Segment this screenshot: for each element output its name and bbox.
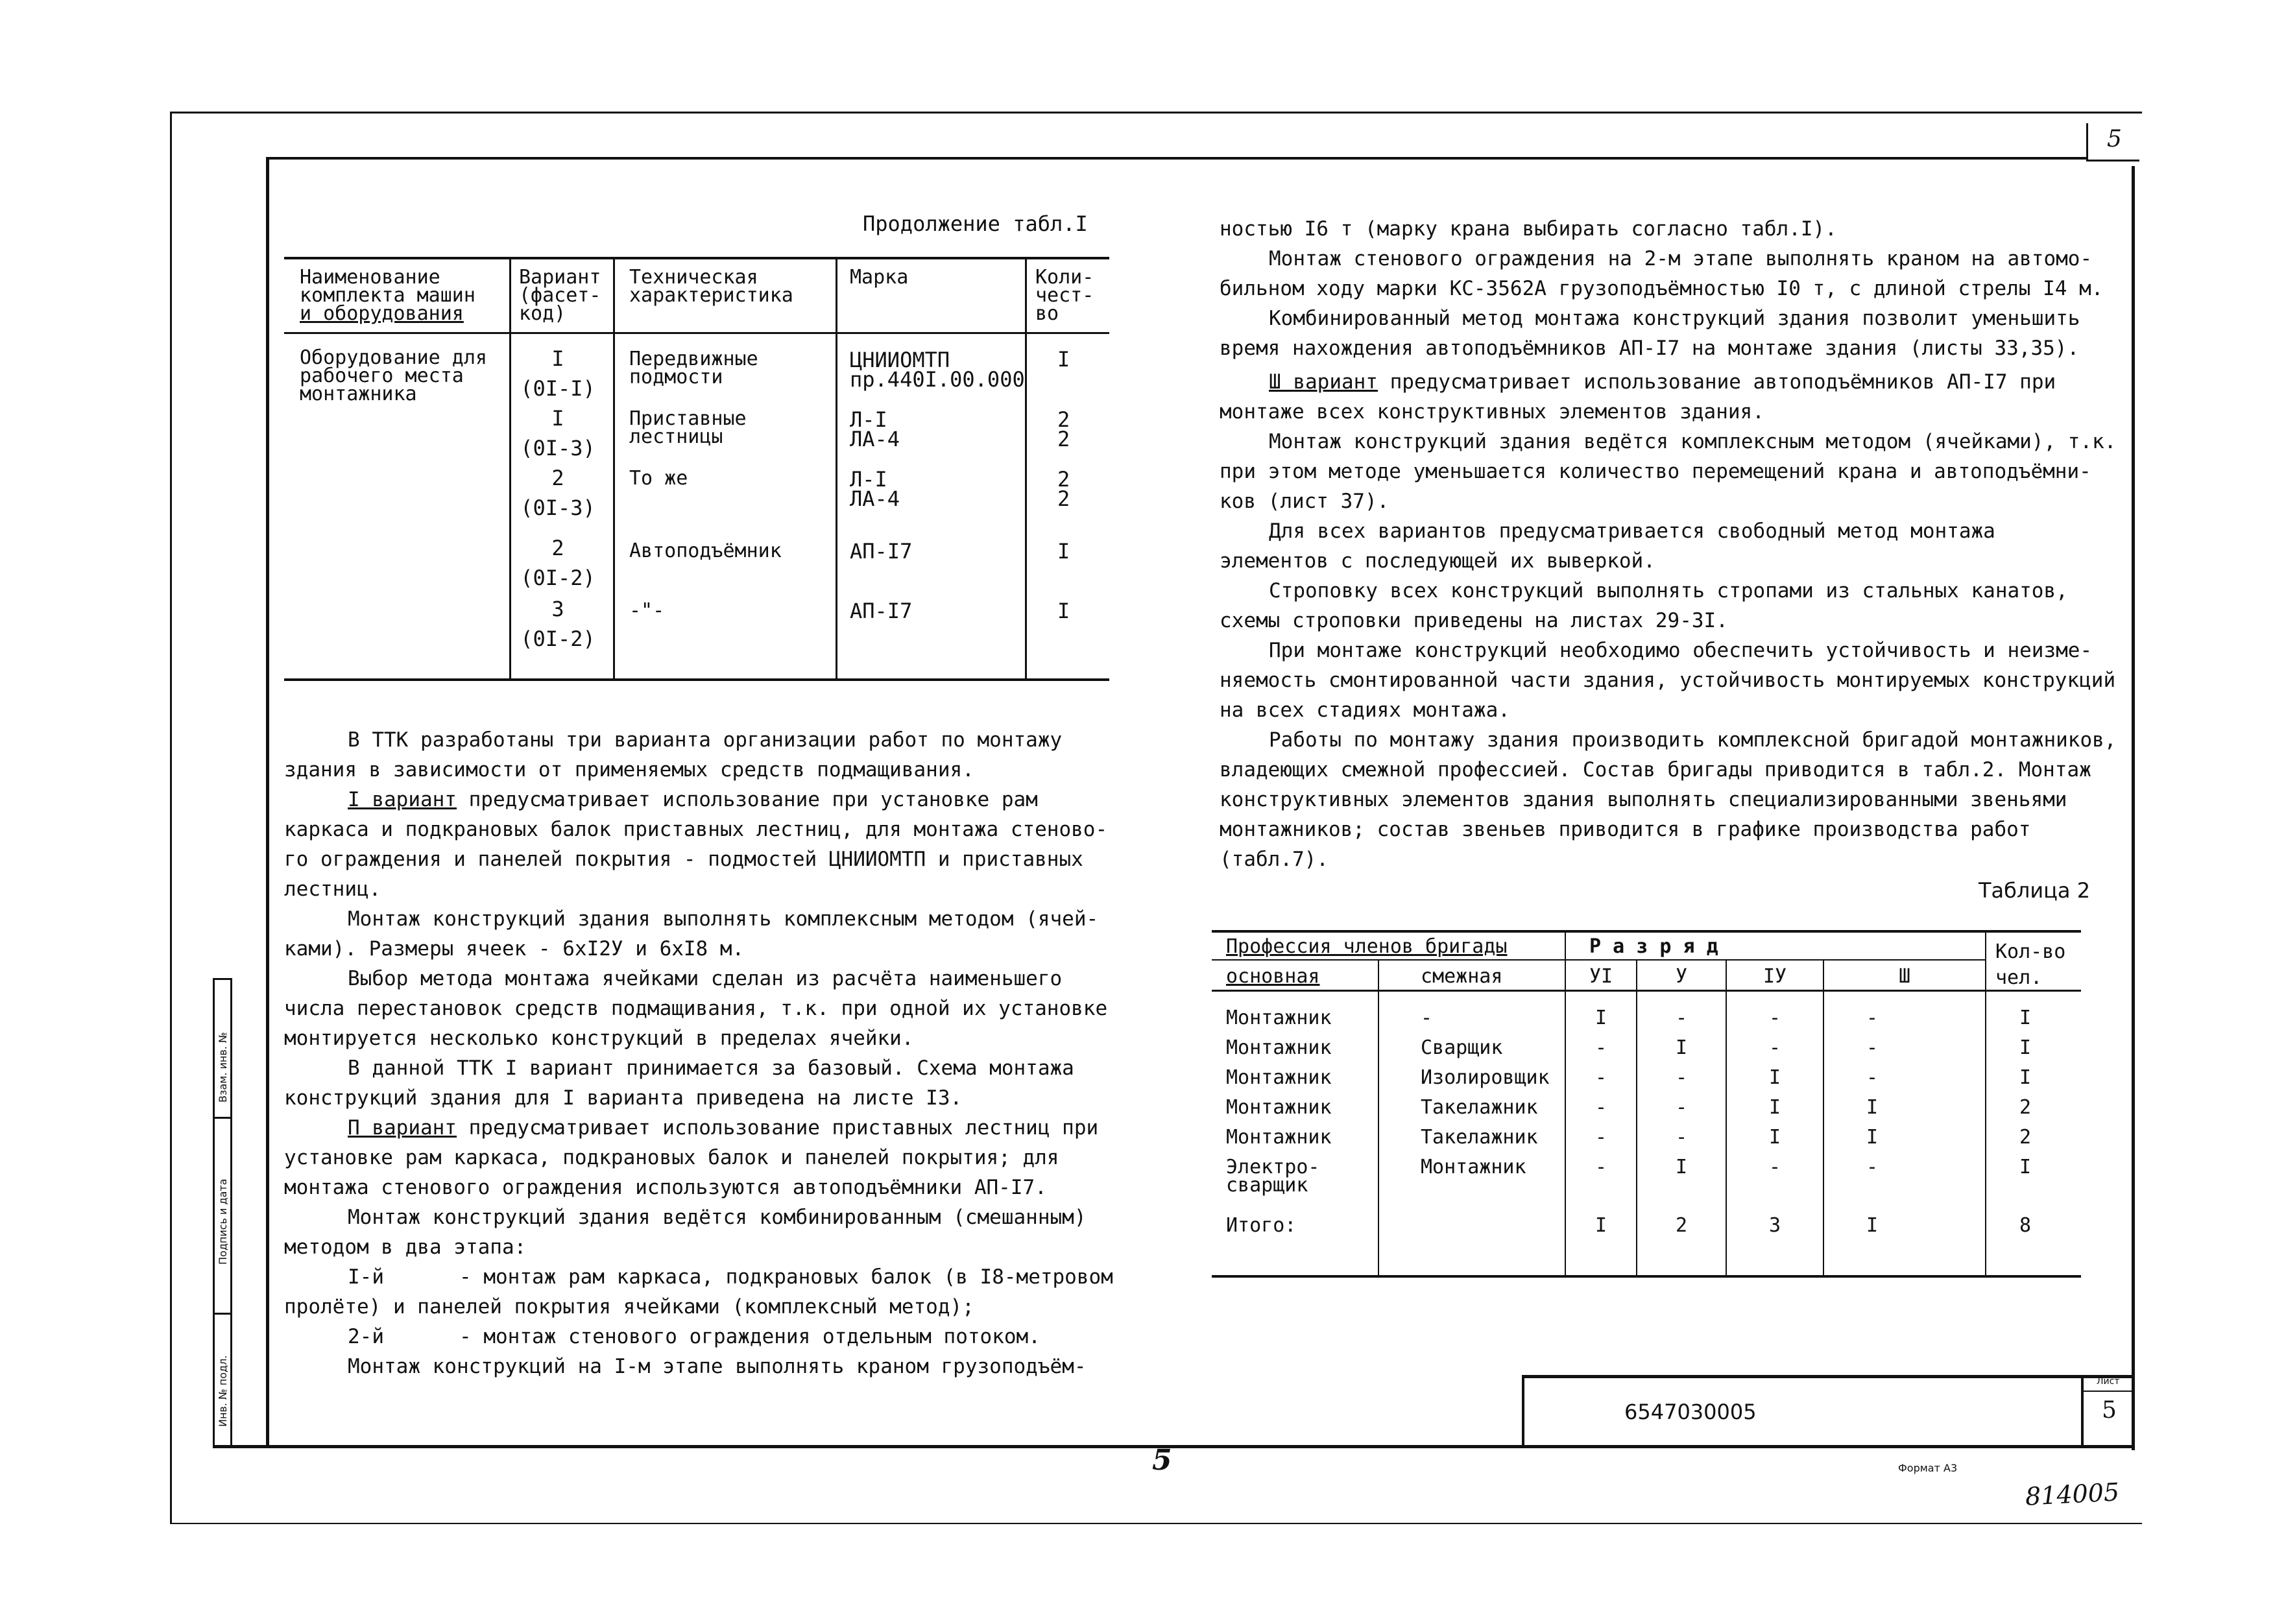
side-stamp-right bbox=[230, 978, 232, 1448]
continuation-label: Продолжение табл.I bbox=[863, 211, 1088, 236]
outer-border-left bbox=[170, 112, 172, 1524]
variant3-heading: Ш вариант bbox=[1269, 370, 1378, 394]
stamp-sheet-label: Лист bbox=[2097, 1376, 2120, 1387]
table1-row1-qty: I bbox=[1057, 347, 1070, 372]
table1-row3-mark: Л-I ЛА-4 bbox=[850, 467, 900, 511]
table2-header-adjacent: смежная bbox=[1421, 965, 1503, 988]
table1-row2-variant: I (0I-3) bbox=[520, 406, 596, 460]
table2-grade-4: IУ bbox=[1763, 965, 1787, 988]
table2-col-sep-adj bbox=[1378, 960, 1379, 1276]
table1-col-sep-3 bbox=[836, 258, 837, 680]
table1-row3-qty: 2 2 bbox=[1057, 467, 1070, 511]
page-number-top: 5 bbox=[2107, 126, 2122, 152]
page-box-left bbox=[2086, 123, 2088, 161]
table2-header-mid-rule bbox=[1212, 959, 1985, 961]
table2-bottom-rule bbox=[1212, 1275, 2081, 1278]
stamp-document-number: 6547030005 bbox=[1624, 1400, 1757, 1424]
table2-caption: Таблица 2 bbox=[1979, 878, 2091, 903]
handwritten-code: 814005 bbox=[2024, 1477, 2121, 1511]
table1-row5-variant: 3 (0I-2) bbox=[520, 597, 596, 651]
table1-row4-mark: АП-I7 bbox=[850, 539, 913, 564]
table1-row4-variant: 2 (0I-2) bbox=[520, 536, 596, 590]
stamp-sheet-label-rule bbox=[2082, 1391, 2134, 1392]
side-label-signature-date: Подпись и дата bbox=[217, 1178, 229, 1265]
table1-col-sep-1 bbox=[509, 258, 511, 680]
side-stamp-sep1 bbox=[213, 1117, 232, 1119]
table2-header-grade: Р а з р я д bbox=[1589, 935, 1718, 958]
table1-header-variant: Вариант (фасет- код) bbox=[519, 266, 601, 325]
page-number-bottom: 5 bbox=[1152, 1444, 1172, 1477]
stamp-left-rule bbox=[1522, 1375, 1524, 1446]
table1-row3-tech: То же bbox=[629, 467, 688, 490]
table1-row2-mark: Л-I ЛА-4 bbox=[850, 407, 900, 451]
side-stamp-sep2 bbox=[213, 1313, 232, 1315]
right-text-block: ностью I6 т (марку крана выбирать согласно табл.I). Монтаж стенового ограждения на 2-м этапе выполнять краном на автомо- бильном ходу марки КС-3562А грузоподъёмностью I0 т, с длиной стрелы I4 м. Комбинированный метод монтажа конструкций здания позволит уменьшить время нахождения автоподъёмников АП-I7 на монтаже здания (листы 33,35). Ш вариант предусматривает использование автоподъёмников АП-I7 при монтаже всех конструктивных элементов здания. Монтаж конструкций здания ведётся комплексным методом (ячейками), т.к. при этом методе уменьшается количество перемещений крана и автоподъёмни- ков (лист 37). Для всех вариантов предусматривается свободный метод монтажа элементов с последующей их выверкой. Строповку всех конструкций выполнять стропами из стальных канатов, схемы строповки приведены на листах 29-3I. При монтаже конструкций необходимо обеспечить устойчивость и неизме- няемость смонтированной части здания, устойчивость монтируемых конструкций на всех стадиях монтажа. Работы по монтажу здания производить комплексной бригадой монтажников, владеющих смежной профессией. Состав бригады приводится в табл.2. Монтаж конструктивных элементов здания выполнять специализированными звеньями монтажников; состав звеньев приводится в графике производства работ (табл.7). bbox=[1220, 217, 2117, 871]
table1-row2-qty: 2 2 bbox=[1057, 407, 1070, 451]
outer-border-bottom bbox=[170, 1523, 2142, 1524]
side-label-replace-inv: Взам. инв. № bbox=[217, 1032, 229, 1103]
table1-header-name: Наименование комплекта машин и оборудования bbox=[300, 266, 475, 325]
variant2-heading: П вариант bbox=[348, 1116, 457, 1140]
table1-col-sep-2 bbox=[613, 258, 615, 680]
table1-row5-mark: АП-I7 bbox=[850, 599, 913, 623]
frame-left bbox=[266, 157, 269, 1448]
table1-col-sep-4 bbox=[1025, 258, 1027, 680]
table1-row3-variant: 2 (0I-3) bbox=[520, 466, 596, 520]
page-box-bottom bbox=[2086, 160, 2139, 161]
table1-header-mark: Марка bbox=[850, 266, 909, 289]
table2-header-profession: Профессия членов бригады bbox=[1226, 935, 1508, 958]
table2-grade-3: Ш bbox=[1898, 965, 1911, 988]
table1-row5-tech: -"- bbox=[629, 599, 665, 622]
table1-top-rule bbox=[284, 257, 1109, 259]
table1-row1-variant: I (0I-I) bbox=[520, 346, 596, 401]
table2-header-rule bbox=[1212, 990, 2081, 992]
table2-header-main: основная bbox=[1226, 965, 1320, 988]
table1-bottom-rule bbox=[284, 678, 1109, 681]
table1-row4-tech: Автоподъёмник bbox=[629, 540, 782, 562]
table1-row2-tech: Приставные лестницы bbox=[629, 407, 747, 448]
left-text-block: В ТТК разработаны три варианта организации работ по монтажу здания в зависимости от применяемых средств подмащивания. I вариант предусматривает использование при установке рам каркаса и подкрановых балок приставных лестниц, для монтажа стеново- го ограждения и панелей покрытия - подмостей ЦНИИОМТП и приставных лестниц. Монтаж конструкций здания выполнять комплексным методом (ячей- ками). Размеры ячеек - 6хI2У и 6хI8 м. Выбор метода монтажа ячейками сделан из расчёта наименьшего числа перестановок средств подмащивания, т.к. при одной их установке монтируется несколько конструкций в пределах ячейки. В данной ТТК I вариант принимается за базовый. Схема монтажа конструкций здания для I варианта приведена на листе I3. П вариант предусматривает использование приставных лестниц при установке рам каркаса, подкрановых балок и панелей покрытия; для монтажа стенового ограждения используются автоподъёмники АП-I7. Монтаж конструкций здания ведётся комбинированным (смешанным) методом в два этапа: I-й - монтаж рам каркаса, подкрановых балок (в I8-метровом пролёте) и панелей покрытия ячейками (комплексный метод); 2-й - монтаж стенового ограждения отдельным потоком. Монтаж конструкций на I-м этапе выполнять краном грузоподъём- bbox=[284, 728, 1113, 1378]
table2-grade-5: У bbox=[1675, 965, 1688, 988]
table1-row4-qty: I bbox=[1057, 539, 1070, 564]
table1-row1-mark: ЦНИИОМТП пр.440I.00.000 bbox=[850, 348, 1025, 392]
table2-top-rule bbox=[1212, 930, 2081, 933]
table1-header-qty: Коли- чест- во bbox=[1035, 266, 1094, 325]
side-stamp-top bbox=[213, 978, 232, 980]
side-label-original-inv: Инв. № подл. bbox=[217, 1355, 229, 1427]
format-label: Формат А3 bbox=[1898, 1462, 1958, 1474]
table2-header-count: Кол-во чел. bbox=[1995, 940, 2066, 989]
stamp-sheet-sep bbox=[2081, 1375, 2084, 1446]
table1-equipment-name: Оборудование для рабочего места монтажника bbox=[300, 346, 487, 405]
table1-row5-qty: I bbox=[1057, 599, 1070, 623]
table1-row1-tech: Передвижные подмости bbox=[629, 348, 758, 388]
side-stamp-left bbox=[213, 978, 215, 1448]
table1-header-tech: Техническая характеристика bbox=[629, 266, 793, 307]
table1-header-rule bbox=[284, 332, 1109, 334]
stamp-top-rule bbox=[1522, 1375, 2134, 1378]
frame-top bbox=[266, 157, 2087, 160]
outer-border-top bbox=[170, 112, 2142, 113]
variant1-heading: I вариант bbox=[348, 788, 457, 811]
frame-right bbox=[2132, 166, 2135, 1450]
stamp-sheet-number: 5 bbox=[2102, 1397, 2117, 1424]
frame-bottom bbox=[213, 1445, 2134, 1448]
table2-grade-6: УI bbox=[1589, 965, 1613, 988]
